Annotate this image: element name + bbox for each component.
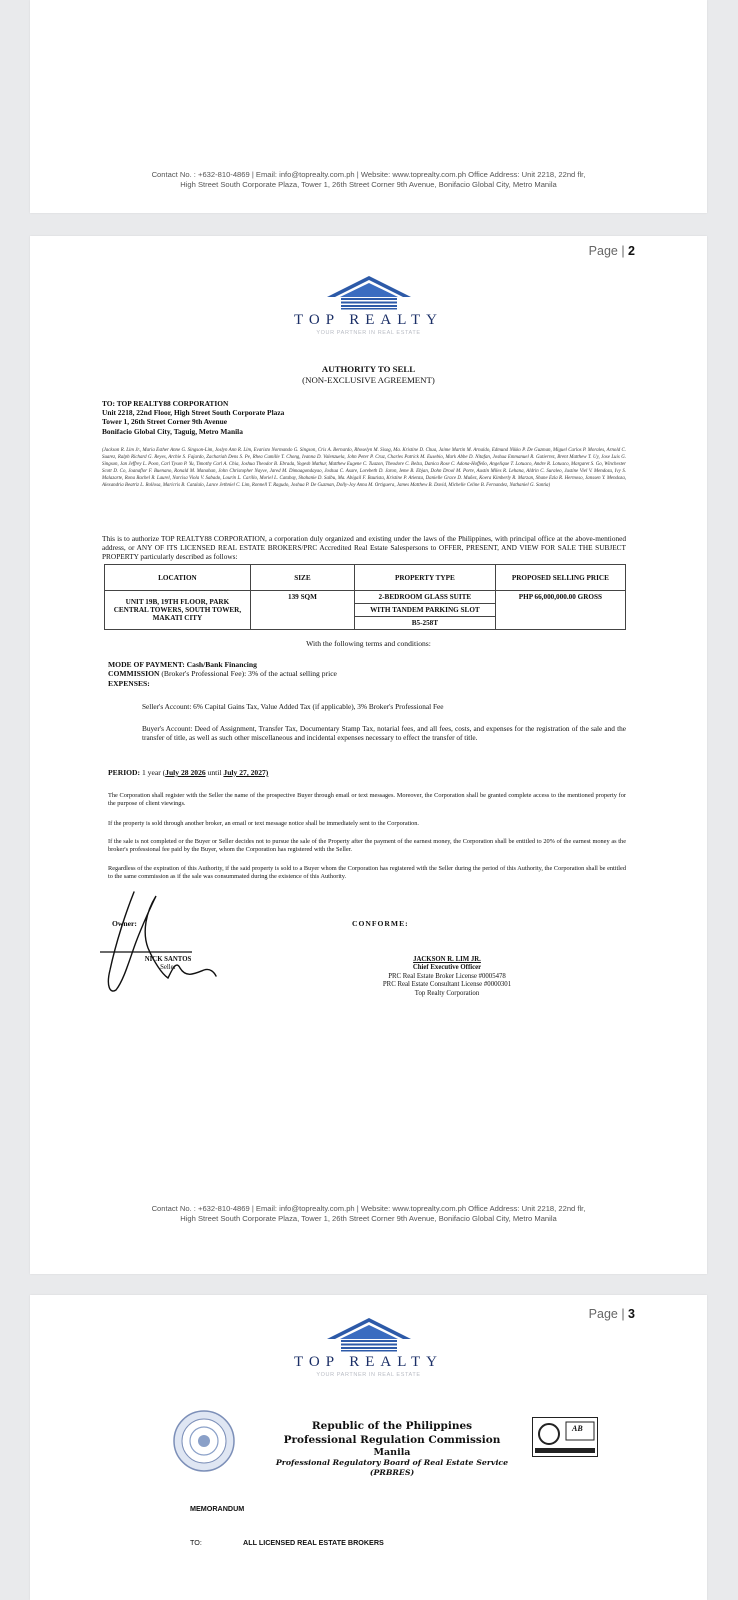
building-logo-icon (323, 274, 415, 310)
footer-contact-line: Contact No. : +632-810-4869 | Email: info@toprealty.com.ph | Website: www.toprealty.com.ph Office Address: Unit 2218, 22nd flr, (151, 1204, 586, 1213)
page-footer (30, 1204, 707, 1224)
cell-unit-code: B5-258T (355, 617, 496, 630)
ceo-name: JACKSON R. LIM JR. (413, 956, 481, 963)
owner-role: Seller (160, 964, 176, 971)
prc-city: Manila (373, 1447, 411, 1458)
company-logo (30, 274, 707, 336)
prc-commission: Professional Regulation Commission (283, 1434, 501, 1446)
document-subtitle: (NON-EXCLUSIVE AGREEMENT) (302, 375, 435, 385)
clause-registration: The Corporation shall register with the Seller the name of the prospective Buyer through email or text messages. Moreover, the Corporation shall be granted complete access to the mentioned property for the purpose of client viewings. (108, 792, 626, 807)
prc-republic: Republic of the Philippines (311, 1420, 473, 1432)
conforme-label: CONFORME: (352, 919, 409, 928)
page-footer (30, 170, 707, 190)
mode-of-payment: MODE OF PAYMENT: Cash/Bank Financing (108, 660, 257, 669)
footer-contact-line: Contact No. : +632-810-4869 | Email: info@toprealty.com.ph | Website: www.toprealty.com.ph Office Address: Unit 2218, 22nd flr, (151, 170, 586, 179)
footer-address-line: High Street South Corporate Plaza, Tower 1, 26th Street Corner 9th Avenue, Bonifacio Global City, Metro Manila (180, 180, 557, 189)
header-location: LOCATION (105, 565, 251, 591)
property-table (104, 564, 626, 630)
addressee-block: TO: TOP REALTY88 CORPORATION Unit 2218, 22nd Floor, High Street South Corporate Plaza Tower 1, 26th Street Corner 9th Avenue Bonifacio Global City, Taguig, Metro Manila (102, 399, 285, 436)
expenses-label: EXPENSES: (108, 678, 150, 688)
period-line: PERIOD: 1 year (July 28 2026 until July 27, 2027) (108, 768, 269, 777)
cell-location: UNIT 19B, 19TH FLOOR, PARK CENTRAL TOWERS, SOUTH TOWER, MAKATI CITY (105, 591, 251, 630)
ceo-title: Chief Executive Officer (412, 964, 482, 972)
certification-badge-icon (532, 1417, 598, 1457)
ceo-company: Top Realty Corporation (414, 989, 480, 997)
terms-intro: With the following terms and conditions: (306, 639, 431, 648)
prc-letterhead (172, 1403, 600, 1493)
owner-signature (96, 882, 226, 1000)
owner-label: Owner: (112, 919, 137, 928)
page-number: Page | 3 (588, 1307, 635, 1321)
brand-name: TOP REALTY (293, 312, 444, 328)
clause-earnest-money: If the sale is not completed or the Buyer or Seller decides not to pursue the sale of the Property after the payment of the earnest money, the Corporation shall be entitled to 20% of the earnest money as the broker's professional fee paid by the Buyer, whom the Corporation has registered with the Seller. (108, 838, 626, 853)
owner-signature-block (126, 956, 210, 972)
seller-account: Seller's Account: 6% Capital Gains Tax, Value Added Tax (if applicable), 3% Broker's Professional Fee (142, 702, 444, 711)
page-number: Page | 2 (588, 244, 635, 258)
brand-name: TOP REALTY (293, 1354, 444, 1370)
cell-size: 139 SQM (250, 591, 354, 630)
header-size: SIZE (250, 565, 354, 591)
document-title-block (30, 364, 707, 386)
licensed-agents-list: (Jackson R. Lim Jr., Maria Esther Anne G. Singson-Lim, Joslyn Ann R. Lim, Evaristo Normando G. Singson, Cris A. Bernardo, Rhoselyn M. Sisog, Ma. Kristine D. Chua, Jaime Martin M. Arnaldo, Edmund Nikko P. De Guzman, Miguel Carlos P. Morales, Arnold C. Suarez, Ralph Richard G. Reyes, Archie S. Fajardo, Zachariah Dens S. Pe, Rhea Camille T. Chong, Ivanna D. Valenzuela, John Peter P. Cruz, Charles Patrick M. Eusebio, Mark Abbe D. Nitafan, Joshua Emmanuel R. Gutierrez, Brent Matthew T. Uy, Jose Luis G. Singson, Jan Jeffrey L. Poon, Carl Tyson P. Yu, Timothy Carl A. Chia, Joshua Theodor B. Ebrada, Yogesh Mathur, Matthew Eugene C. Tuazon, Theodore C. Belza, Danica Rose C. Adona-Hoffeño, Angelique T. Lotuaco, Andre R. Lotuaco, Margaret S. Go, Winchester Scott D. Co, Joanaflor F. Buenano, Ronald M. Manahan, John Christopher Nayve, Jared M. Dimaagondayao, Joshua C. Asare, Lorebeth D. Jaron, Ieme B. Ebjan, Dohn Drool M. Porte, Austin Miles R. Lehana, Aldrin C. Suraleo, Justine Viel V. Mendoza, Ivy S. Malazarte, Rona Rachel R. Laurel, Narcisa Viola V. Sabado, Lourin L. Carillo, Moriel L. Catabay, Shahanie D. Salbu, Ma. Abigail F. Bautista, Kristine P. Atienza, Danielle Grace D. Muñez, Koera Kimberly R. Marzan, Shane Ezla R. Hermoso, Janssen Y. Mendoza, Alexandria Beatriz L. Rollosa, Maricris B. Catalalo, Lance Jethniel C. Lim, Ronnell T. Ragudo, Joshua P. De Guzman, Dolly-Joy Anna M. Ortiguera, James Matthew B. David, Michelle Celine B. Fernandez, Nathaniel G. Santia) (102, 448, 626, 488)
cell-selling-price: PHP 66,000,000.00 GROSS (495, 591, 625, 630)
footer-address-line: High Street South Corporate Plaza, Tower 1, 26th Street Corner 9th Avenue, Bonifacio Global City, Metro Manila (180, 1214, 557, 1223)
ceo-signature-block (352, 956, 542, 998)
memo-to-label: TO: (190, 1538, 202, 1547)
certification-badge-label: AB (572, 1424, 583, 1433)
document-page-2 (30, 236, 707, 1274)
header-selling-price: PROPOSED SELLING PRICE (495, 565, 625, 591)
prc-title-block (262, 1419, 522, 1478)
document-page-3 (30, 1295, 707, 1600)
ceo-consultant-license: PRC Real Estate Consultant License #0000301 (382, 981, 512, 989)
authorization-paragraph: This is to authorize TOP REALTY88 CORPORATION, a corporation duly organized and existing under the laws of the Philippines, with principal office at the above-mentioned address, or ANY OF ITS LICENSED REAL ESTATE BROKERS/PRC Accredited Real Estate Salespersons to OFFER, PRESENT, AND VIEW FOR SALE THE SUBJECT PROPERTY particularly described as follows: (102, 534, 626, 561)
document-title: AUTHORITY TO SELL (321, 364, 416, 374)
brand-tagline: YOUR PARTNER IN REAL ESTATE (316, 1372, 421, 1378)
buyer-account: Buyer's Account: Deed of Assignment, Transfer Tax, Documentary Stamp Tax, notarial fees, and all fees, costs, and expenses for the registration of the sale and the transfer of title, as well as such other miscellaneous and incidental expenses necessary to effect the transfer of title. (142, 724, 626, 743)
clause-expiration: Regardless of the expiration of this Authority, if the said property is sold to a Buyer whom the Corporation has registered with the Seller during the period of this Authority, the Corporation shall be entitled to the same commission as if the sale was consummated during the existence of this Authority. (108, 865, 626, 880)
prc-board: Professional Regulatory Board of Real Estate Service (PRBRES) (275, 1458, 509, 1477)
owner-name: NICK SANTOS (144, 956, 192, 963)
commission-line: COMMISSION (Broker's Professional Fee): 3% of the actual selling price (108, 669, 337, 679)
document-page-1 (30, 0, 707, 213)
company-logo (30, 1316, 707, 1378)
payment-terms (108, 660, 628, 688)
header-property-type: PROPERTY TYPE (355, 565, 496, 591)
brand-tagline: YOUR PARTNER IN REAL ESTATE (316, 330, 421, 336)
prc-seal-icon (172, 1409, 236, 1473)
cell-property-type: 2-BEDROOM GLASS SUITE WITH TANDEM PARKING SLOT (355, 591, 496, 617)
clause-other-broker: If the property is sold through another broker, an email or text message notice shall be immediately sent to the Corporation. (108, 820, 420, 827)
memo-to-value: ALL LICENSED REAL ESTATE BROKERS (243, 1538, 384, 1547)
building-logo-icon (323, 1316, 415, 1352)
memo-label: MEMORANDUM (190, 1504, 245, 1513)
ceo-broker-license: PRC Real Estate Broker License #0005478 (388, 972, 506, 980)
